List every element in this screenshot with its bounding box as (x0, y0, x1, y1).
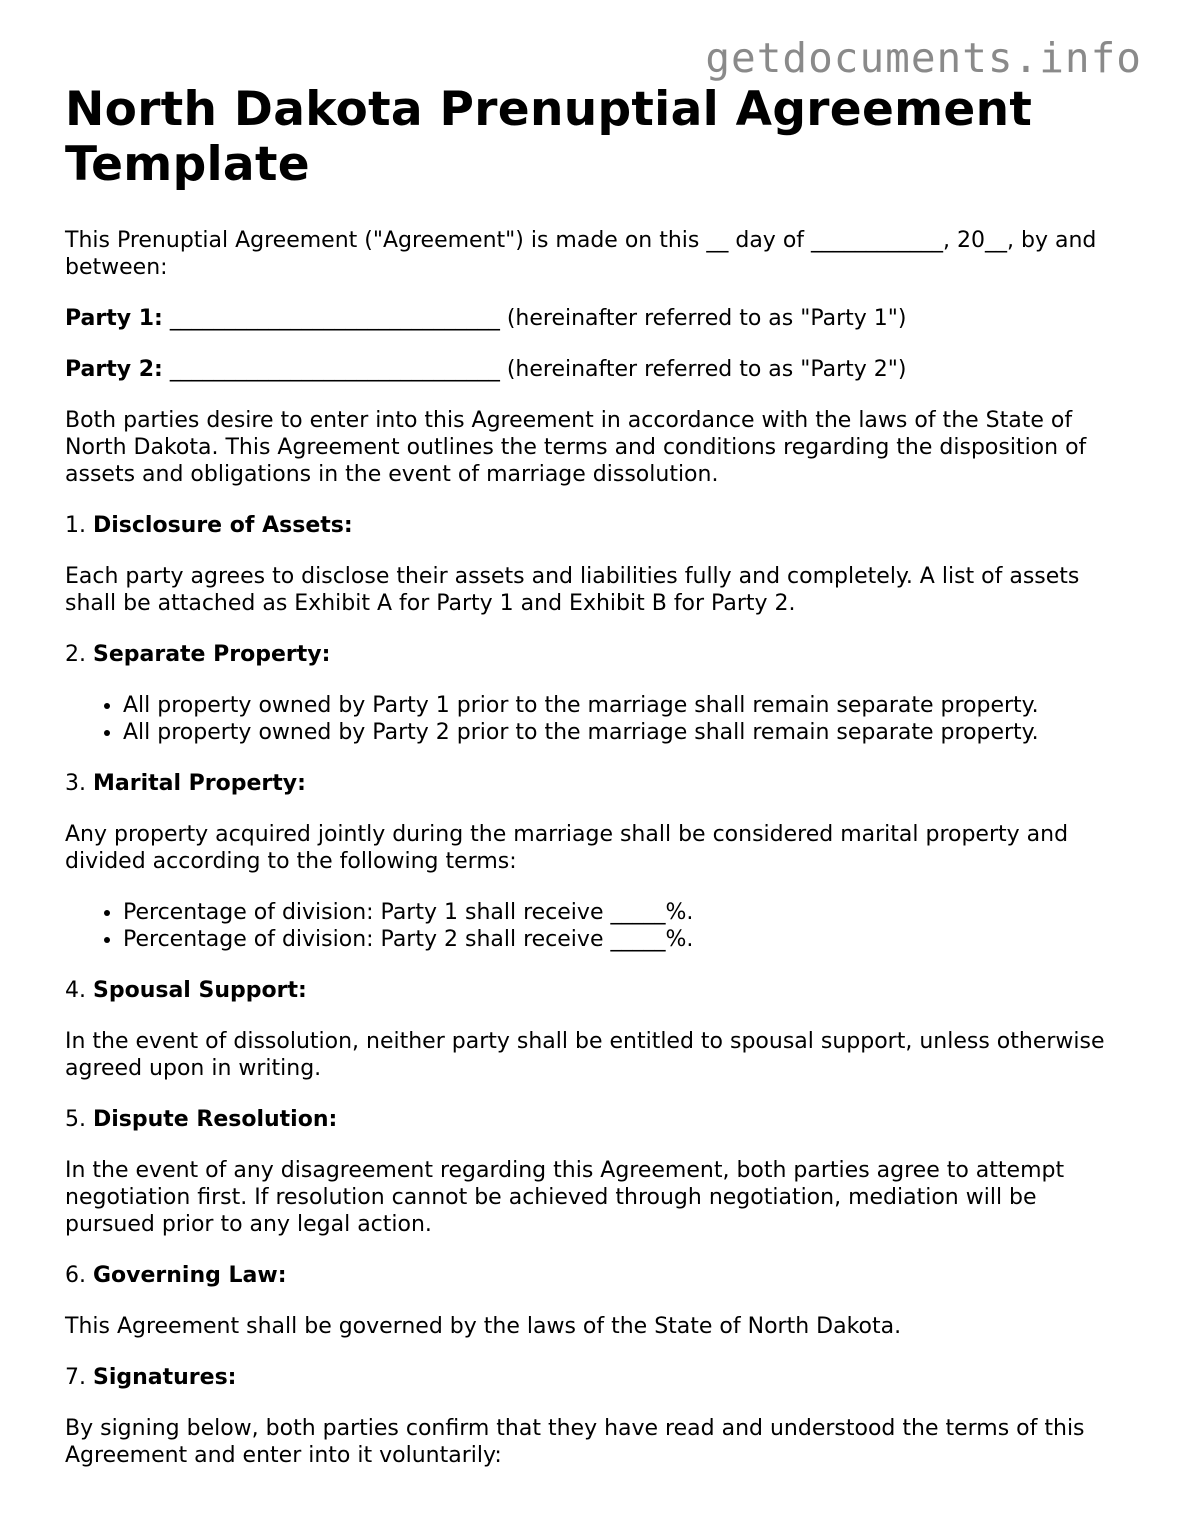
document-page (65, 82, 1125, 1469)
party-1-line (65, 305, 1125, 332)
section-4-number: 4. (65, 978, 93, 1003)
section-6-number: 6. (65, 1263, 93, 1288)
section-6-heading (65, 1262, 1125, 1289)
section-1-title: Disclosure of Assets: (92, 513, 353, 538)
section-3-heading (65, 770, 1125, 797)
party-1-text: ______________________________ (hereinafter referred to as "Party 1") (162, 306, 907, 331)
watermark: getdocuments.info (705, 34, 1142, 82)
section-7-heading (65, 1364, 1125, 1391)
purpose-paragraph: Both parties desire to enter into this Agreement in accordance with the laws of the State of North Dakota. This Agreement outlines the terms and conditions regarding the disposition of assets and obligations in the event of marriage dissolution. (65, 408, 1087, 487)
list-item: • All property owned by Party 1 prior to the marriage shall remain separate property. (123, 692, 1125, 719)
section-6-body: This Agreement shall be governed by the laws of the State of North Dakota. (65, 1314, 902, 1339)
section-1-number: 1. (65, 513, 93, 538)
section-7-title: Signatures: (92, 1365, 237, 1390)
list-item: • Percentage of division: Party 2 shall receive _____%. (123, 926, 1125, 953)
party-1-label: Party 1: (65, 306, 163, 331)
section-5-body: In the event of any disagreement regarding this Agreement, both parties agree to attempt negotiation first. If resolution cannot be achieved through negotiation, mediation will be pursued prior to any legal action. (65, 1158, 1065, 1237)
section-3-body: Any property acquired jointly during the marriage shall be considered marital property and divided according to the following terms: (65, 822, 1069, 874)
page-title: North Dakota Prenuptial Agreement Template (65, 82, 1033, 192)
party-2-line (65, 356, 1125, 383)
section-3-title: Marital Property: (92, 771, 306, 796)
section-5-heading (65, 1106, 1125, 1133)
section-5-title: Dispute Resolution: (92, 1107, 338, 1132)
section-4-title: Spousal Support: (92, 978, 307, 1003)
section-2-title: Separate Property: (92, 642, 331, 667)
section-5-number: 5. (65, 1107, 93, 1132)
section-4-body: In the event of dissolution, neither party shall be entitled to spousal support, unless otherwise agreed upon in writing. (65, 1029, 1105, 1081)
section-7-body: By signing below, both parties confirm that they have read and understood the terms of this Agreement and enter into it voluntarily: (65, 1416, 1085, 1468)
section-1-body: Each party agrees to disclose their assets and liabilities fully and completely. A list of assets shall be attached as Exhibit A for Party 1 and Exhibit B for Party 2. (65, 564, 1080, 616)
section-3-number: 3. (65, 771, 93, 796)
section-7-number: 7. (65, 1365, 93, 1390)
party-2-text: ______________________________ (hereinafter referred to as "Party 2") (162, 357, 907, 382)
list-item: • All property owned by Party 2 prior to the marriage shall remain separate property. (123, 719, 1125, 746)
section-4-heading (65, 977, 1125, 1004)
section-2-number: 2. (65, 642, 93, 667)
section-1-heading (65, 512, 1125, 539)
section-3-list (65, 899, 1125, 953)
intro-paragraph: This Prenuptial Agreement ("Agreement") is made on this __ day of ____________, 20__, by and between: (65, 228, 1097, 280)
section-6-title: Governing Law: (92, 1263, 287, 1288)
list-item: • Percentage of division: Party 1 shall receive _____%. (123, 899, 1125, 926)
party-2-label: Party 2: (65, 357, 163, 382)
section-2-heading (65, 641, 1125, 668)
section-2-list (65, 692, 1125, 746)
